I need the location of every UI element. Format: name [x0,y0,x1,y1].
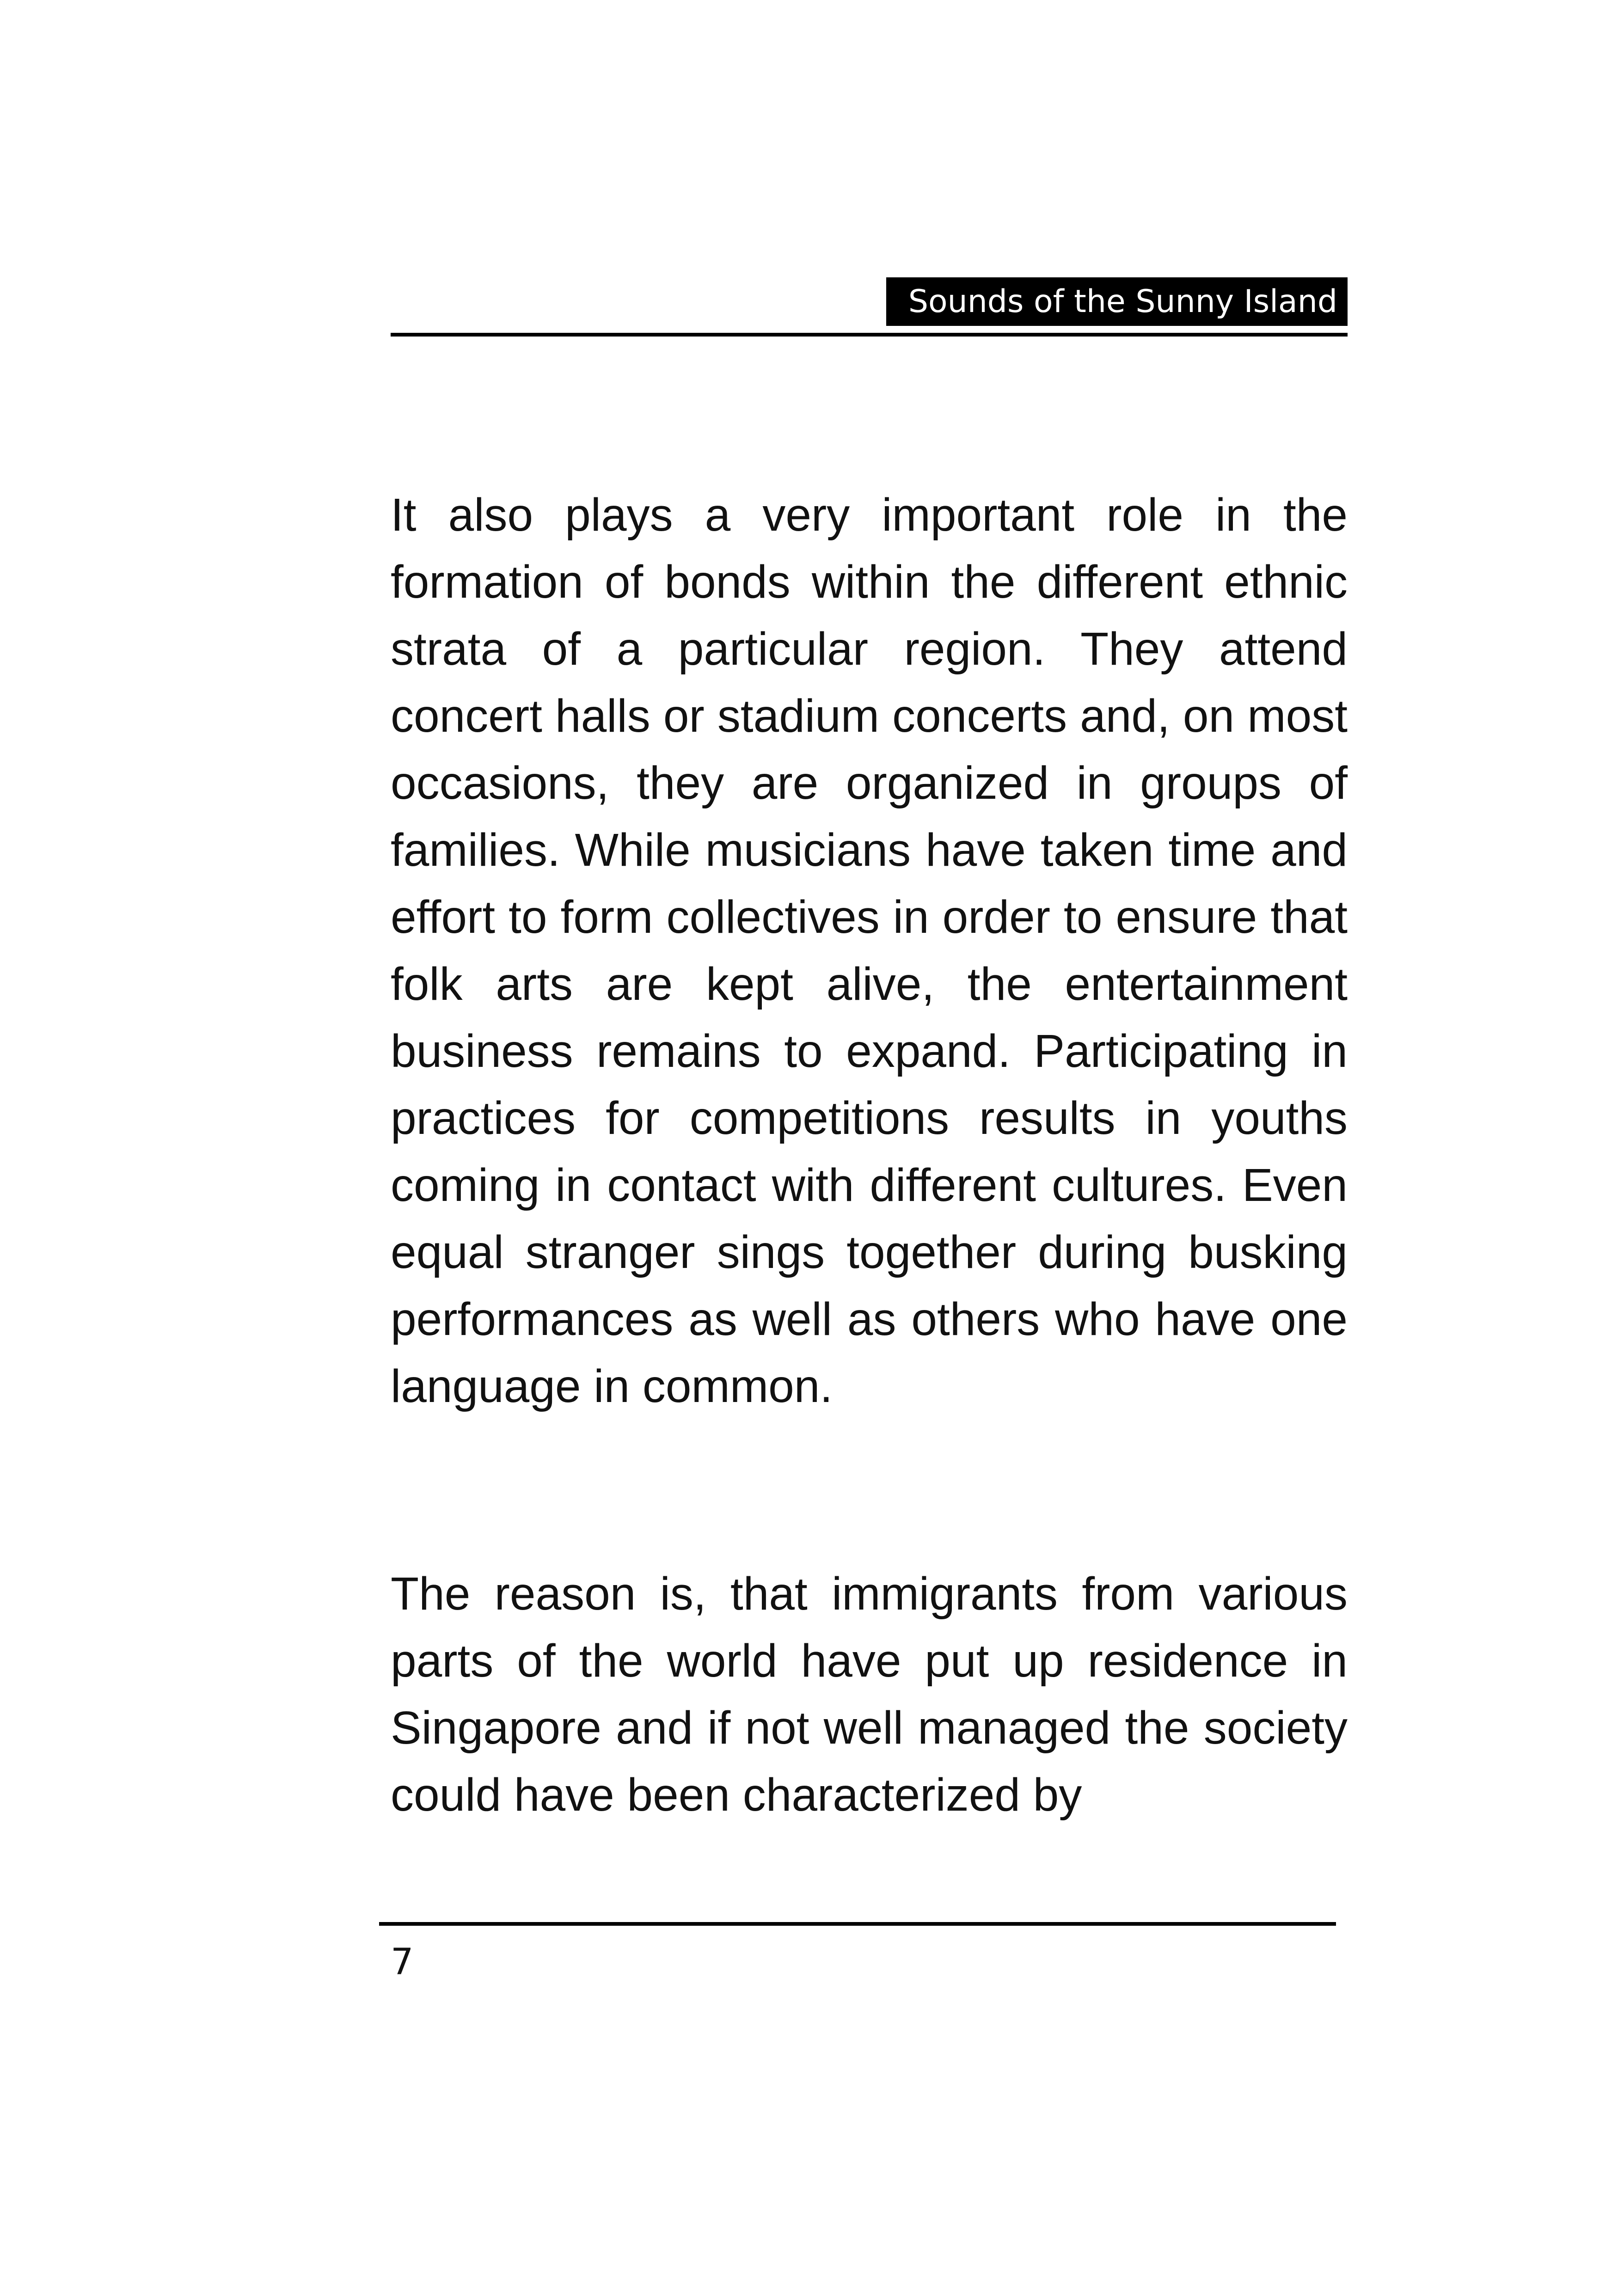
page-number: 7 [391,1941,414,1983]
footer-divider [379,1922,1336,1926]
running-title: Sounds of the Sunny Island [886,277,1348,326]
header-divider [391,333,1348,337]
body-paragraph: The reason is, that immigrants from various parts of the world have put up residence in Singapore and if not well managed the society could have been characterized by [391,1568,1348,1821]
running-header [391,277,1348,342]
body-paragraph: It also plays a very important role in the formation of bonds within the different ethnic strata of a particular region. They attend concert halls or stadium concerts and, on most occasions, they are organized in groups of families. While musicians have taken time and effort to form collectives in order to ensure that folk arts are kept alive, the entertainment business remains to expand. Participating in practices for competitions results in youths coming in contact with different cultures. Even equal stranger sings together during busking performances as well as others who have one language in common. [391,489,1348,1412]
